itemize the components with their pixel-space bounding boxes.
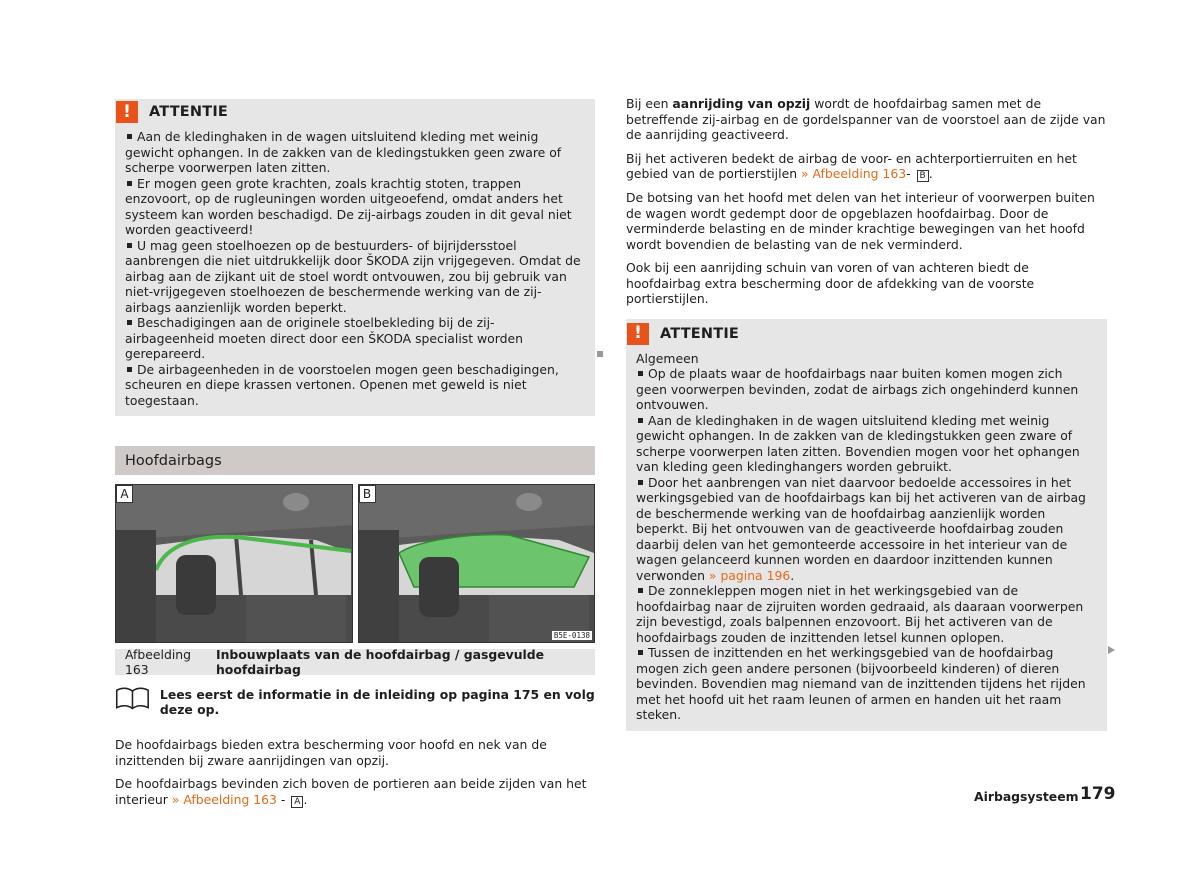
car-interior-illustration-a — [116, 485, 353, 642]
warning-title: ATTENTIE — [149, 104, 229, 120]
figure-row — [115, 484, 595, 643]
bullet-icon — [127, 134, 132, 139]
page-link[interactable]: » pagina 196 — [708, 567, 791, 583]
end-marker-icon — [597, 351, 603, 357]
caption-prefix: Afbeelding 163 — [125, 647, 191, 677]
figure-link[interactable]: » Afbeelding 163 — [171, 791, 277, 807]
warning-title: ATTENTIE — [660, 325, 740, 342]
warning-item: Aan de kledinghaken in de wagen uitsluitend kleding met weinig gewicht ophangen. In de zakken van de kledingstukken geen zware of scherpe voorwerpen laten zitten. — [125, 129, 562, 175]
paragraph: De hoofdairbags bieden extra bescherming voor hoofd en nek van de inzittenden bij zware aanrijdingen van opzij. — [115, 737, 547, 768]
book-icon — [115, 685, 150, 711]
warning-header — [626, 319, 1107, 347]
continue-arrow-icon — [1108, 646, 1115, 654]
warning-body — [115, 125, 595, 408]
warning-exclamation-icon: ! — [116, 101, 138, 123]
caption-title: Inbouwplaats van de hoofdairbag / gasgevulde hoofdairbag — [215, 647, 545, 677]
figure-letter-b: B — [359, 485, 376, 503]
bullet-icon — [127, 320, 132, 325]
warning-item: Aan de kledinghaken in de wagen uitsluitend kleding met weinig gewicht ophangen. In de zakken van de kledingstukken geen zware of scherpe voorwerpen laten zitten. Bovendien mogen voor het ophangen van kleding geen kledinghangers worden gebruikt. — [636, 412, 1080, 474]
bullet-icon — [638, 650, 643, 655]
bullet-icon — [638, 418, 643, 423]
paragraph: De hoofdairbags bevinden zich boven de portieren aan beide zijden van het interieur » Afbeelding 163 - A . — [115, 776, 587, 807]
bullet-icon — [127, 243, 132, 248]
bullet-icon — [638, 480, 643, 485]
bullet-icon — [127, 367, 132, 372]
bullet-icon — [638, 371, 643, 376]
warning-item: U mag geen stoelhoezen op de bestuurders- of bijrijdersstoel aanbrengen die niet uitdrukkelijk door ŠKODA zijn vrijgegeven. Omdat de airbag aan de zijkant uit de stoel wordt ontvouwen, zou bij gebruik van niet-vrijgegeven stoelhoezen de beschermende werking van de zij-airbags aanzienlijk worden beperkt. — [125, 237, 581, 315]
read-first-text: Lees eerst de informatie in de inleiding op pagina 175 en volg deze op. — [159, 687, 595, 717]
warning-subtitle: Algemeen — [636, 350, 699, 366]
car-interior-illustration-b — [359, 485, 596, 642]
footer-section: Airbagsysteem — [974, 789, 1079, 804]
figure-letter-ref: A — [291, 796, 303, 808]
warning-item: De airbageenheden in de voorstoelen mogen geen beschadigingen, scheuren en diepe krassen vertonen. Openen met geweld is niet toegestaan. — [125, 361, 559, 408]
warning-item: Beschadigingen aan de originele stoelbekleding bij de zij-airbageenheid moeten direct door een ŠKODA specialist worden gerepareerd. — [125, 315, 523, 361]
left-column — [115, 99, 595, 816]
warning-box-left — [115, 99, 595, 416]
bullet-icon — [127, 181, 132, 186]
warning-body — [626, 347, 1107, 723]
warning-box-right — [626, 319, 1107, 731]
warning-item: De zonnekleppen mogen niet in het werkingsgebied van de hoofdairbag naar de zijruiten worden gedraaid, als daaraan voorwerpen zijn bevestigd, zoals balpennen enzovoort. Bij het activeren van de hoofdairbags zouden de inzittenden letsel kunnen oplopen. — [636, 583, 1084, 645]
section-title: Hoofdairbags — [115, 446, 595, 475]
page-number: 179 — [1080, 784, 1116, 804]
paragraph: De botsing van het hoofd met delen van het interieur of voorwerpen buiten de wagen wordt gedempt door de opgeblazen hoofdairbag. Door de verminderde belasting en de minder krachtige bewegingen van het hoofd wordt bovendien de belasting van de nek verminderd. — [626, 190, 1095, 252]
bullet-icon — [638, 588, 643, 593]
figure-letter-a: A — [116, 485, 133, 503]
figure-code: B5E-0138 — [553, 631, 590, 640]
warning-item: Op de plaats waar de hoofdairbags naar buiten komen mogen zich geen voorwerpen bevinden, zodat de airbags zich ongehinderd kunnen ontvouwen. — [636, 366, 1079, 412]
warning-header — [115, 99, 595, 125]
figure-a — [115, 484, 353, 643]
warning-item: Tussen de inzittenden en het werkingsgebied van de hoofdairbag mogen zich geen andere personen (bijvoorbeeld kinderen) of dieren bevinden. Bovendien mag niemand van de inzittenden tijdens het rijden met het hoofd uit het raam leunen of armen en handen uit het raam steken. — [636, 645, 1086, 722]
warning-exclamation-icon: ! — [627, 323, 649, 345]
right-column — [626, 96, 1107, 731]
figure-caption — [115, 649, 595, 675]
warning-item: Er mogen geen grote krachten, zoals krachtig stoten, trappen enzovoort, op de rugleuningen worden uitgeoefend, omdat anders het systeem kan worden beschadigd. De zij-airbags zouden in dit geval niet worden geactiveerd! — [125, 175, 572, 237]
paragraph: Ook bij een aanrijding schuin van voren of van achteren biedt de hoofdairbag extra bescherming door de afdekking van de voorste portierstijlen. — [626, 260, 1035, 306]
figure-b — [358, 484, 596, 643]
paragraph: Bij het activeren bedekt de airbag de voor- en achterportierruiten en het gebied van de portierstijlen » Afbeelding 163- B . — [626, 150, 1077, 181]
warning-item: Door het aanbrengen van niet daarvoor bedoelde accessoires in het werkingsgebied van de hoofdairbags kan bij het activeren van de airbag de beschermende werking van de hoofdairbag aanzienlijk worden beperkt. Bij het ontvouwen van de geactiveerde hoofdairbag zouden daarbij delen van het gemonteerde accessoire in het interieur van de wagen gelanceerd kunnen worden en daardoor inzittenden kunnen verwonden » pagina 196. — [636, 474, 1086, 583]
figure-letter-ref: B — [917, 170, 929, 182]
read-first-note — [115, 685, 595, 717]
paragraph: Bij een aanrijding van opzij wordt de hoofdairbag samen met de betreffende zij-airbag en de gordelspanner van de voorstoel aan de zijde van de aanrijding geactiveerd. — [626, 96, 1106, 142]
figure-link[interactable]: » Afbeelding 163 — [801, 166, 907, 181]
